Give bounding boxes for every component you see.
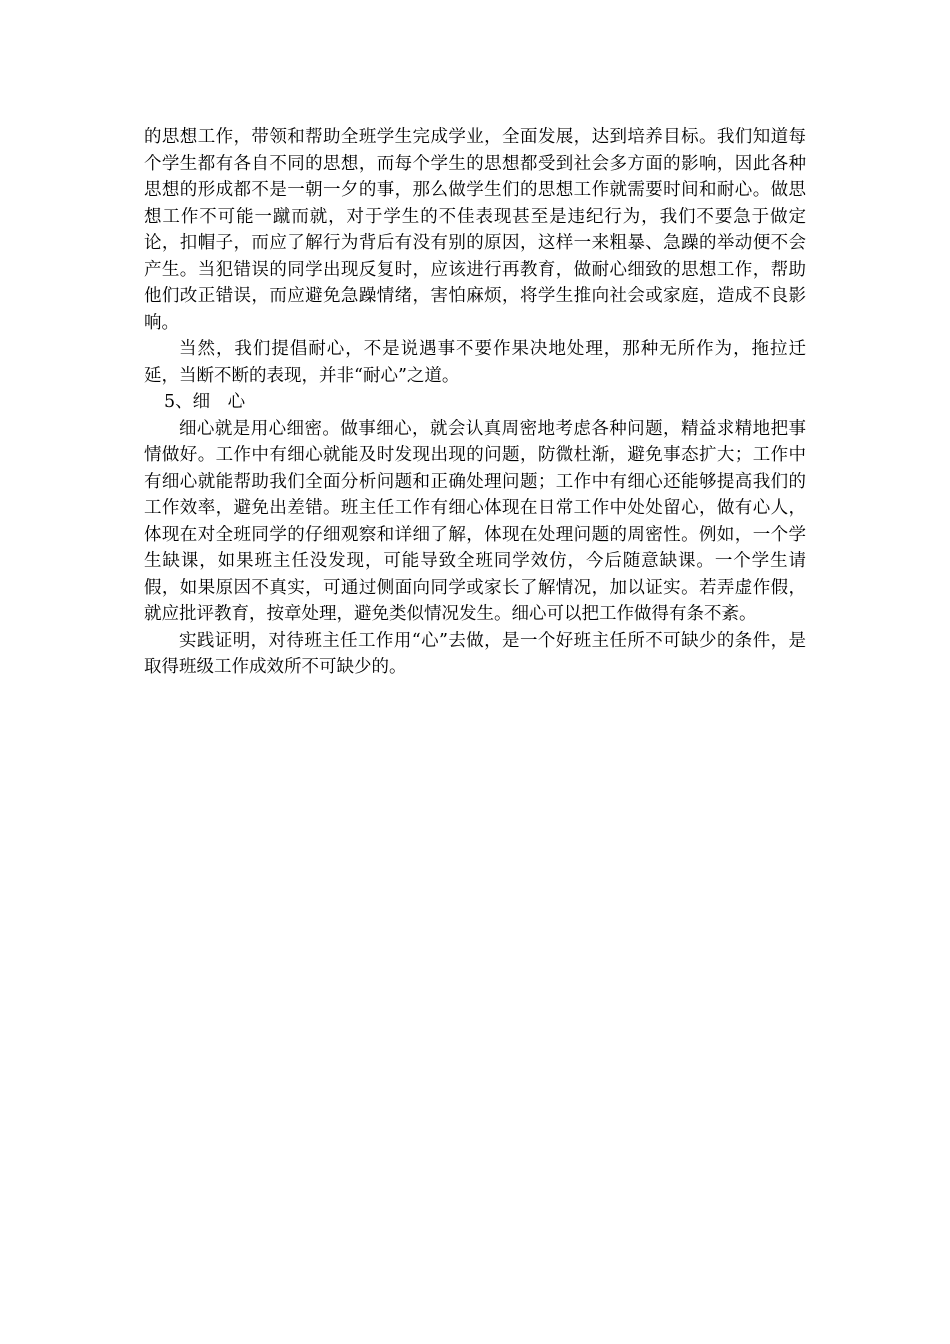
section-heading: 5、细 心 <box>164 392 246 412</box>
paragraph-patience-note: 当然，我们提倡耐心，不是说遇事不要作果决地处理，那种无所作为，拖拉迁延，当断不断的表现，并非“耐心”之道。 <box>144 339 806 386</box>
document-page <box>144 124 806 681</box>
paragraph-continued: 的思想工作，带领和帮助全班学生完成学业，全面发展，达到培养目标。我们知道每个学生都有各自不同的思想，而每个学生的思想都受到社会多方面的影响，因此各种思想的形成都不是一朝一夕的事，那么做学生们的思想工作就需要时间和耐心。做思想工作不可能一蹴而就，对于学生的不佳表现甚至是违纪行为，我们不要急于做定论，扣帽子，而应了解行为背后有没有别的原因，这样一来粗暴、急躁的举动便不会产生。当犯错误的同学出现反复时，应该进行再教育，做耐心细致的思想工作，帮助他们改正错误，而应避免急躁情绪，害怕麻烦，将学生推向社会或家庭，造成不良影响。 <box>144 127 806 333</box>
paragraph-carefulness: 细心就是用心细密。做事细心，就会认真周密地考虑各种问题，精益求精地把事情做好。工作中有细心就能及时发现出现的问题，防微杜渐，避免事态扩大；工作中有细心就能帮助我们全面分析问题和正确处理问题；工作中有细心还能够提高我们的工作效率，避免出差错。班主任工作有细心体现在日常工作中处处留心，做有心人，体现在对全班同学的仔细观察和详细了解，体现在处理问题的周密性。例如，一个学生缺课，如果班主任没发现，可能导致全班同学效仿，今后随意缺课。一个学生请假，如果原因不真实，可通过侧面向同学或家长了解情况，加以证实。若弄虚作假，就应批评教育，按章处理，避免类似情况发生。细心可以把工作做得有条不紊。 <box>144 418 806 624</box>
paragraph-conclusion: 实践证明，对待班主任工作用“心”去做，是一个好班主任所不可缺少的条件，是取得班级工作成效所不可缺少的。 <box>144 630 806 677</box>
